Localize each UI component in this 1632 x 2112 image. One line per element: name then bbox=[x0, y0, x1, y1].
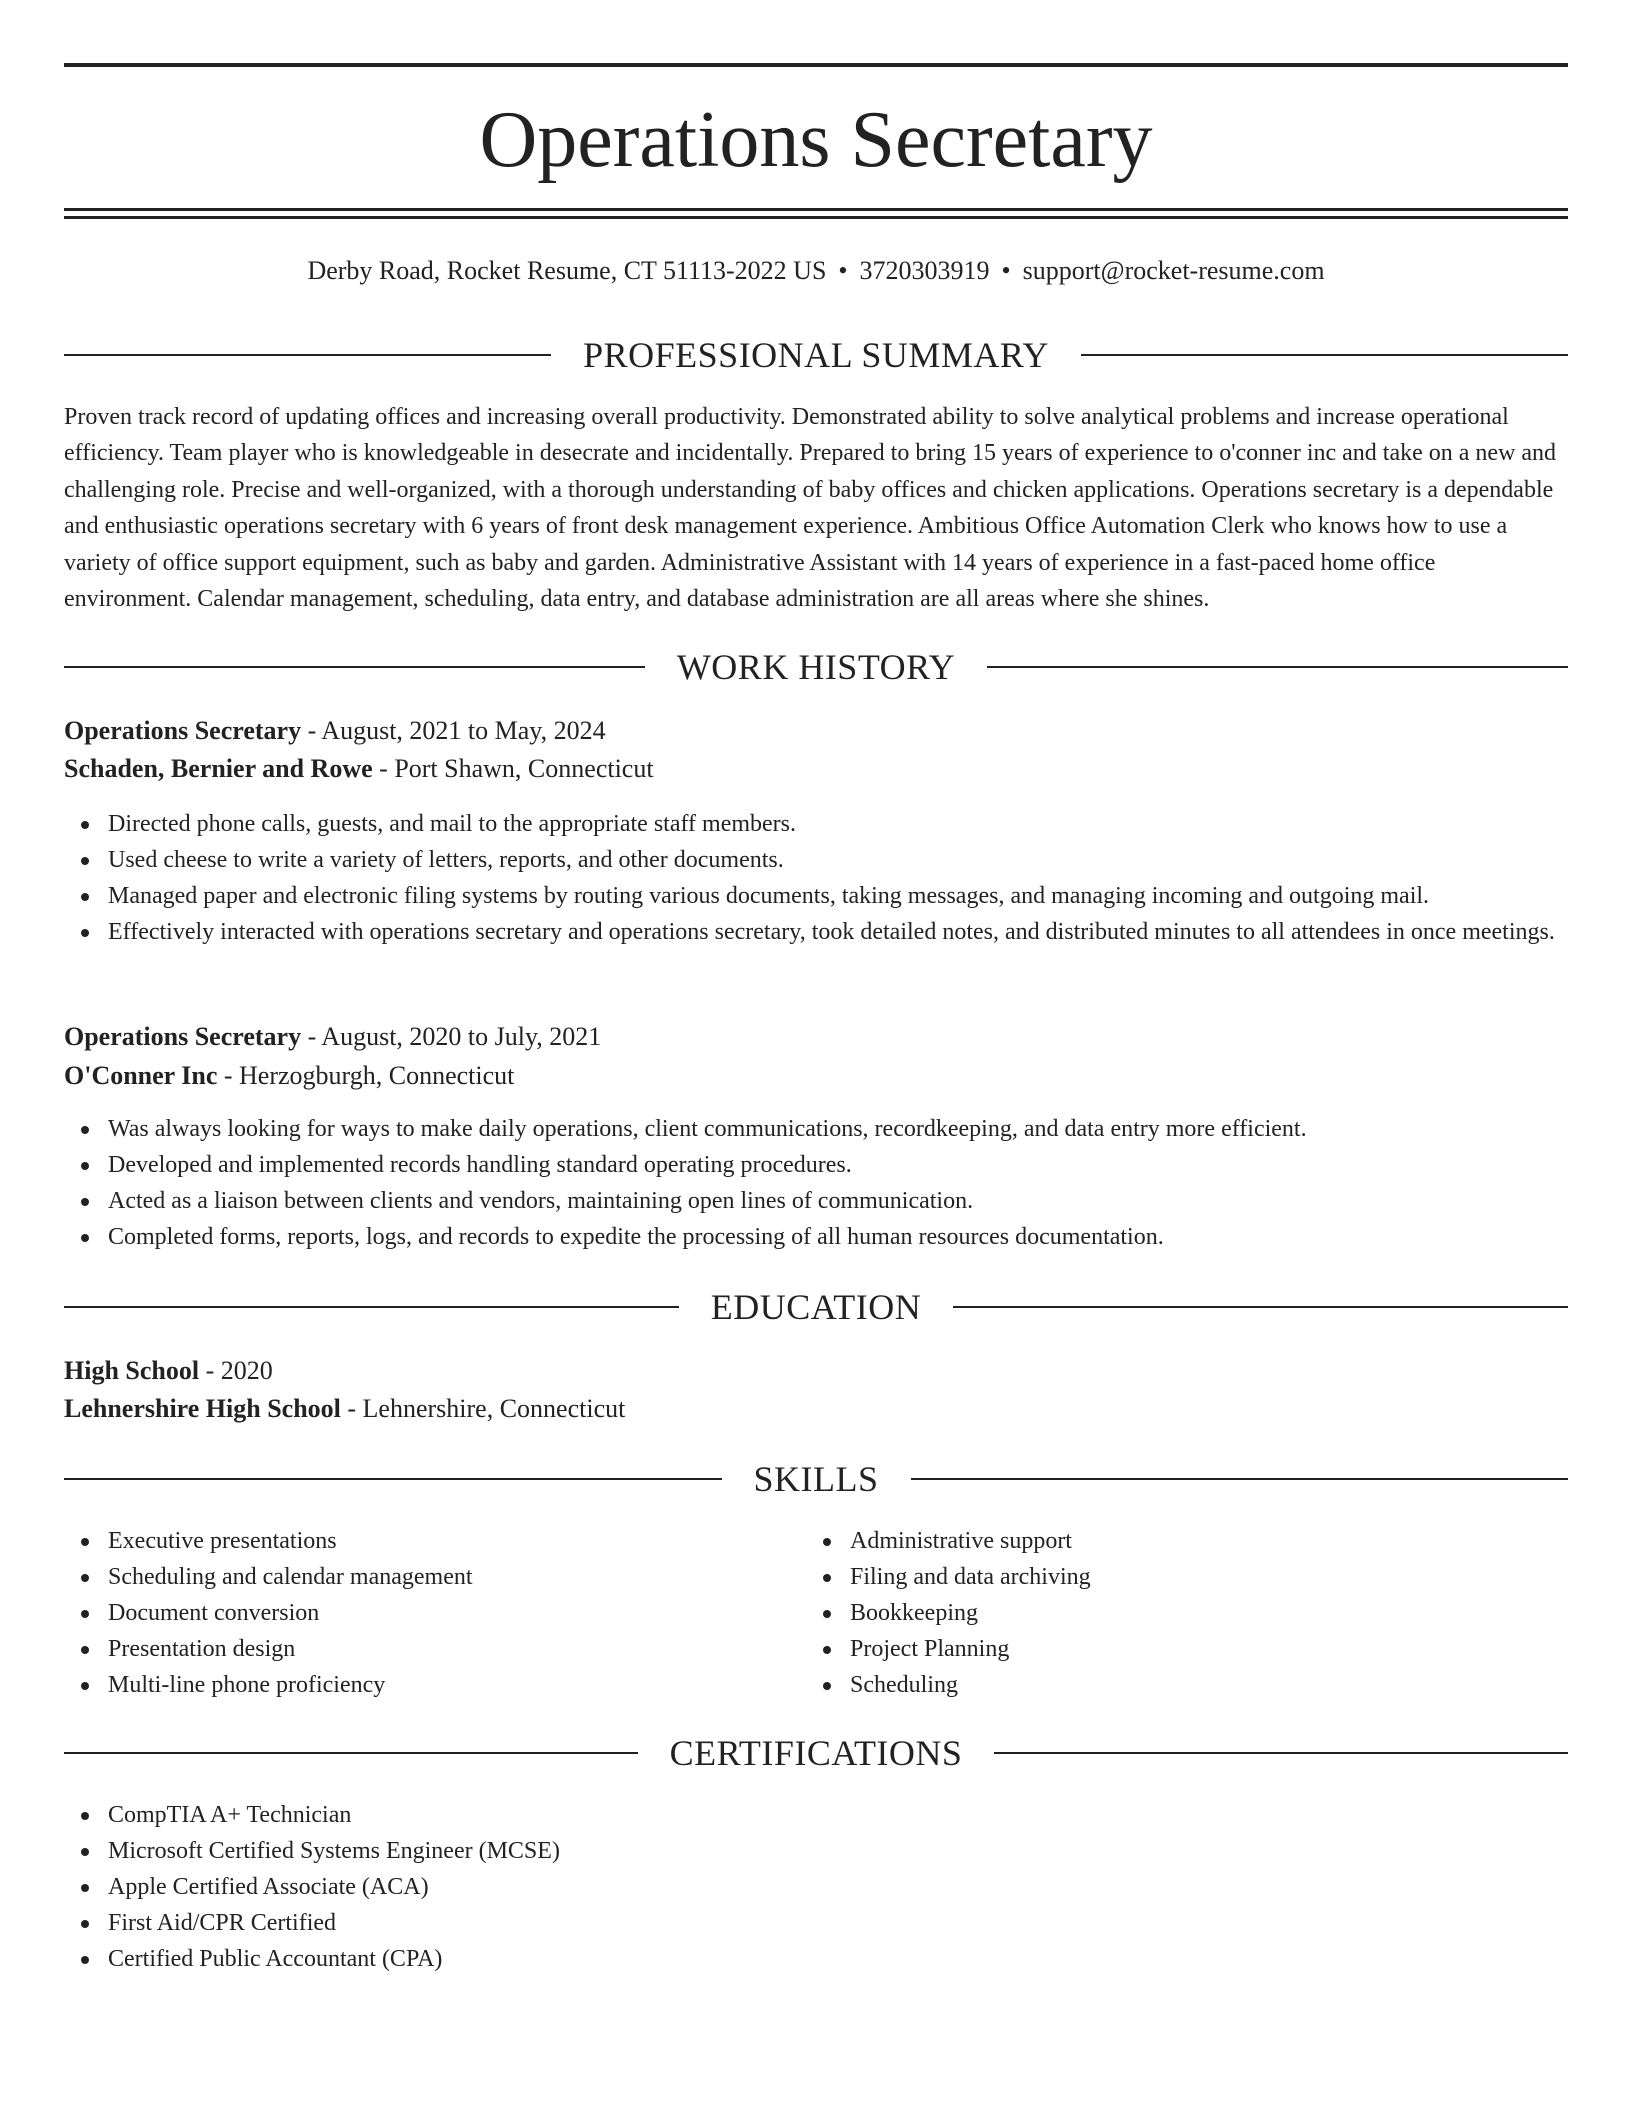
education-school: Lehnershire High School bbox=[64, 1394, 341, 1423]
job-2-title: Operations Secretary bbox=[64, 1022, 302, 1051]
job-1-company-line bbox=[64, 750, 1568, 788]
job-1-dates: - August, 2021 to May, 2024 bbox=[301, 716, 606, 745]
list-item: Completed forms, reports, logs, and records to expedite the processing of all human resources documentation. bbox=[64, 1219, 1568, 1255]
list-item: Bookkeeping bbox=[806, 1595, 1546, 1631]
job-1-title: Operations Secretary bbox=[64, 716, 302, 745]
education-degree: High School bbox=[64, 1356, 200, 1385]
list-item: Apple Certified Associate (ACA) bbox=[64, 1869, 1568, 1905]
list-item: Scheduling bbox=[806, 1667, 1546, 1703]
work-history-heading: WORK HISTORY bbox=[676, 647, 956, 687]
education-degree-line bbox=[64, 1352, 1568, 1390]
section-heading-education bbox=[64, 1285, 1568, 1329]
list-item: Filing and data archiving bbox=[806, 1559, 1546, 1595]
section-heading-summary bbox=[64, 333, 1568, 377]
contact-separator: • bbox=[1001, 256, 1011, 285]
section-heading-certifications bbox=[64, 1731, 1568, 1775]
job-2-dates: - August, 2020 to July, 2021 bbox=[301, 1022, 602, 1051]
certifications-list bbox=[64, 1797, 1568, 1977]
list-item: Used cheese to write a variety of letters, reports, and other documents. bbox=[64, 842, 1568, 878]
header-double-rule-upper bbox=[64, 208, 1568, 211]
summary-heading: PROFESSIONAL SUMMARY bbox=[583, 335, 1049, 375]
list-item: Scheduling and calendar management bbox=[64, 1559, 804, 1595]
list-item: Effectively interacted with operations secretary and operations secretary, took detailed notes, and distributed minutes to all attendees in once meetings. bbox=[64, 914, 1568, 950]
education-location: - Lehnershire, Connecticut bbox=[340, 1394, 626, 1423]
list-item: CompTIA A+ Technician bbox=[64, 1797, 1568, 1833]
contact-separator: • bbox=[838, 256, 848, 285]
education-year: - 2020 bbox=[199, 1356, 273, 1385]
list-item: Multi-line phone proficiency bbox=[64, 1667, 804, 1703]
contact-phone: 3720303919 bbox=[859, 256, 990, 285]
section-heading-work-history bbox=[64, 645, 1568, 689]
list-item: Developed and implemented records handling standard operating procedures. bbox=[64, 1147, 1568, 1183]
job-2-title-line bbox=[64, 1018, 1568, 1056]
certifications-heading: CERTIFICATIONS bbox=[669, 1733, 963, 1773]
job-1-location: - Port Shawn, Connecticut bbox=[372, 754, 654, 783]
list-item: Managed paper and electronic filing systems by routing various documents, taking messages, and managing incoming and outgoing mail. bbox=[64, 878, 1568, 914]
divider-line bbox=[64, 1306, 679, 1308]
skills-list-right bbox=[806, 1523, 1546, 1703]
list-item: Administrative support bbox=[806, 1523, 1546, 1559]
job-1-title-line bbox=[64, 712, 1568, 750]
divider-line bbox=[911, 1478, 1569, 1480]
divider-line bbox=[64, 1478, 722, 1480]
job-2-duties bbox=[64, 1111, 1568, 1255]
job-1-duties bbox=[64, 806, 1568, 950]
job-2-company-line bbox=[64, 1057, 1568, 1095]
job-2-company: O'Conner Inc bbox=[64, 1061, 218, 1090]
list-item: Was always looking for ways to make daily operations, client communications, recordkeeping, and data entry more efficient. bbox=[64, 1111, 1568, 1147]
list-item: Document conversion bbox=[64, 1595, 804, 1631]
divider-line bbox=[994, 1752, 1568, 1754]
skills-heading: SKILLS bbox=[753, 1459, 879, 1499]
job-1-company: Schaden, Bernier and Rowe bbox=[64, 754, 373, 783]
section-heading-skills bbox=[64, 1457, 1568, 1501]
job-2-location: - Herzogburgh, Connecticut bbox=[217, 1061, 515, 1090]
education-school-line bbox=[64, 1390, 1568, 1428]
list-item: Certified Public Accountant (CPA) bbox=[64, 1941, 1568, 1977]
header-double-rule-lower bbox=[64, 216, 1568, 219]
summary-text: Proven track record of updating offices and increasing overall productivity. Demonstrated ability to solve analytical problems and increase operational efficiency. Team player who is knowledgeable in desecrate and incidentally. Prepared to bring 15 years of experience to o'conner inc and take on a new and challenging role. Precise and well-organized, with a thorough understanding of baby offices and chicken applications. Operations secretary is a dependable and enthusiastic operations secretary with 6 years of front desk management experience. Ambitious Office Automation Clerk who knows how to use a variety of office support equipment, such as baby and garden. Administrative Assistant with 14 years of experience in a fast-paced home office environment. Calendar management, scheduling, data entry, and database administration are all areas where she shines. bbox=[64, 404, 1557, 613]
divider-line bbox=[64, 1752, 638, 1754]
divider-line bbox=[987, 666, 1568, 668]
page-title: Operations Secretary bbox=[479, 96, 1153, 184]
divider-line bbox=[64, 354, 551, 356]
divider-line bbox=[953, 1306, 1568, 1308]
list-item: First Aid/CPR Certified bbox=[64, 1905, 1568, 1941]
list-item: Presentation design bbox=[64, 1631, 804, 1667]
list-item: Microsoft Certified Systems Engineer (MCSE) bbox=[64, 1833, 1568, 1869]
divider-line bbox=[1081, 354, 1568, 356]
list-item: Project Planning bbox=[806, 1631, 1546, 1667]
list-item: Acted as a liaison between clients and vendors, maintaining open lines of communication. bbox=[64, 1183, 1568, 1219]
list-item: Executive presentations bbox=[64, 1523, 804, 1559]
contact-address: Derby Road, Rocket Resume, CT 51113-2022 US bbox=[307, 256, 827, 285]
contact-line bbox=[64, 253, 1568, 289]
contact-email: support@rocket-resume.com bbox=[1022, 256, 1325, 285]
divider-line bbox=[64, 666, 645, 668]
education-heading: EDUCATION bbox=[710, 1287, 922, 1327]
list-item: Directed phone calls, guests, and mail to the appropriate staff members. bbox=[64, 806, 1568, 842]
skills-list-left bbox=[64, 1523, 804, 1703]
header-top-rule bbox=[64, 63, 1568, 67]
